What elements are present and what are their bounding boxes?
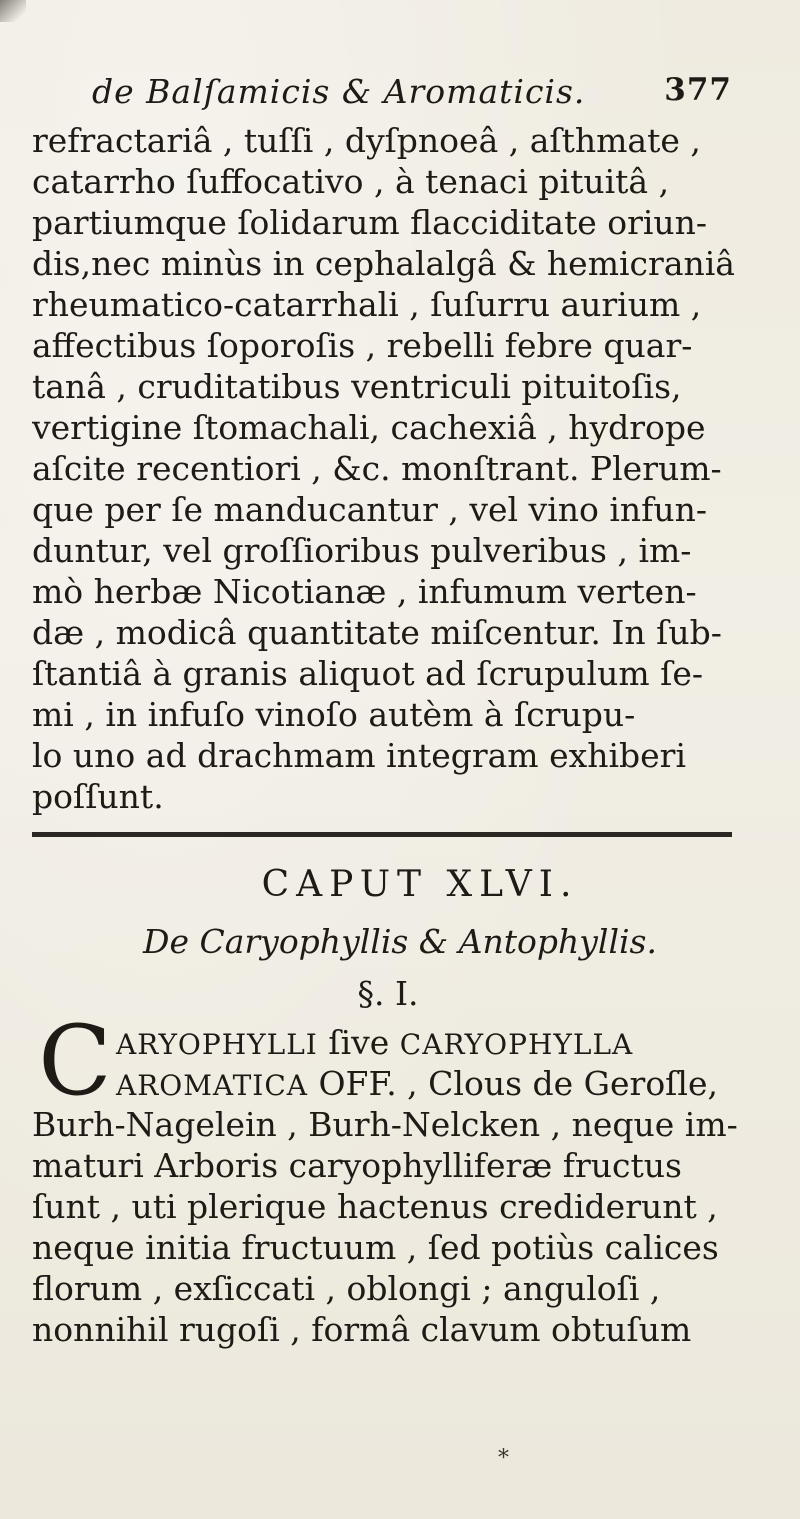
text-line <box>32 1022 772 1063</box>
text-line: duntur, vel groſſioribus pulveribus , im- <box>32 531 692 570</box>
text-line: neque initia fructuum , ſed potiùs calices <box>32 1228 719 1267</box>
text-line: Burh-Nagelein , Burh-Nelcken , neque im- <box>32 1105 738 1144</box>
text-line: ſunt , uti plerique hactenus crediderunt , <box>32 1187 718 1226</box>
page-corner-stain <box>0 0 26 22</box>
inline-text: OFF. , Clous de Geroſle, <box>308 1064 718 1103</box>
text-line: lo uno ad drachmam integram exhiberi <box>32 736 687 775</box>
section-divider-rule <box>32 832 732 837</box>
text-line: poſſunt. <box>32 777 164 816</box>
text-line: maturi Arboris caryophylliferæ fructus <box>32 1146 682 1185</box>
drop-cap: C <box>38 1005 112 1117</box>
text-line: aſcite recentiori , &c. monſtrant. Plerum- <box>32 449 722 488</box>
body-paragraph <box>32 120 772 817</box>
text-line <box>32 1063 772 1104</box>
text-line: affectibus ſoporoſis , rebelli febre quar- <box>32 326 693 365</box>
text-line: nonnihil rugoſi , formâ clavum obtuſum <box>32 1310 692 1349</box>
text-line: florum , exſiccati , oblongi ; anguloſi , <box>32 1269 661 1308</box>
text-line: dis,nec minùs in cephalalgâ & hemicraniâ <box>32 244 735 283</box>
chapter-heading: CAPUT XLVI. <box>261 864 579 905</box>
smallcaps-word: CARYOPHYLLA <box>399 1028 634 1061</box>
inline-text: ſive <box>317 1023 400 1062</box>
running-title: de Balſamicis & Aromaticis. <box>92 72 586 111</box>
section-number: §. I. <box>357 974 419 1013</box>
running-head <box>92 72 732 116</box>
text-line: ſtantiâ à granis aliquot ad ſcrupulum ſe- <box>32 654 704 693</box>
smallcaps-word: AROMATICA <box>116 1069 308 1102</box>
text-line: partiumque ſolidarum flacciditate oriun- <box>32 203 708 242</box>
printer-ornament-icon: * <box>498 1446 509 1471</box>
text-line: mò herbæ Nicotianæ , infumum verten- <box>32 572 697 611</box>
text-line: dæ , modicâ quantitate miſcentur. In ſub- <box>32 613 722 652</box>
section-paragraph <box>32 1022 772 1350</box>
smallcaps-word: ARYOPHYLLI <box>116 1028 318 1061</box>
text-line: vertigine ſtomachali, cachexiâ , hydrope <box>32 408 706 447</box>
text-line: que per ſe manducantur , vel vino infun- <box>32 490 708 529</box>
text-line: tanâ , cruditatibus ventriculi pituitoſis, <box>32 367 682 406</box>
chapter-subtitle: De Caryophyllis & Antophyllis. <box>143 922 657 961</box>
page-number: 377 <box>664 72 732 108</box>
text-line: catarrho ſuffocativo , à tenaci pituitâ , <box>32 162 670 201</box>
text-line: rheumatico-catarrhali , ſuſurru aurium , <box>32 285 702 324</box>
text-line: mi , in infuſo vinoſo autèm à ſcrupu- <box>32 695 636 734</box>
text-line: refractariâ , tuſſi , dyſpnoeâ , aſthmate , <box>32 121 701 160</box>
